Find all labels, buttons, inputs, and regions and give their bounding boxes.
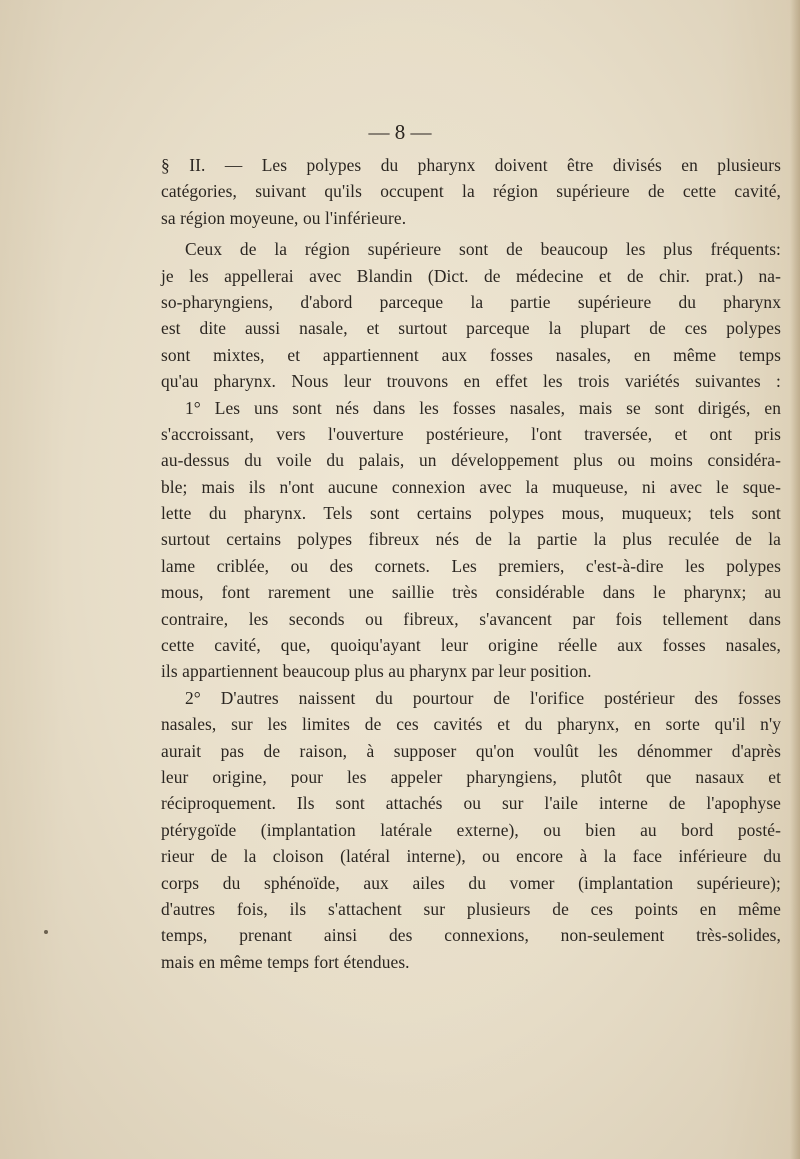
text-line: ptérygoïde (implantation latérale externe), ou bien au bord posté- [161, 819, 781, 840]
text-line: 2° D'autres naissent du pourtour de l'orifice postérieur des fosses [185, 687, 781, 708]
text-line: lame criblée, ou des cornets. Les premiers, c'est-à-dire les polypes [161, 555, 781, 576]
text-line: sont mixtes, et appartiennent aux fosses nasales, en même temps [161, 344, 781, 365]
text-line: Ceux de la région supérieure sont de beaucoup les plus fréquents: [185, 239, 781, 260]
ink-speck [44, 930, 48, 934]
text-line: contraire, les seconds ou fibreux, s'avancent par fois tellement dans [161, 608, 781, 629]
text-line: je les appellerai avec Blandin (Dict. de médecine et de chir. prat.) na- [161, 265, 781, 286]
text-line: qu'au pharynx. Nous leur trouvons en effet les trois variétés suivantes : [161, 371, 781, 392]
text-line: 1° Les uns sont nés dans les fosses nasales, mais se sont dirigés, en [185, 397, 781, 418]
text-line: ils appartiennent beaucoup plus au pharynx par leur position. [161, 661, 592, 682]
text-line: s'accroissant, vers l'ouverture postérieure, l'ont traversée, et ont pris [161, 423, 781, 444]
text-line: lette du pharynx. Tels sont certains polypes mous, muqueux; tels sont [161, 503, 781, 524]
text-line: ble; mais ils n'ont aucune connexion avec la muqueuse, ni avec le sque- [161, 476, 781, 497]
text-line: d'autres fois, ils s'attachent sur plusieurs de ces points en même [161, 898, 781, 919]
text-line: nasales, sur les limites de ces cavités et du pharynx, en sorte qu'il n'y [161, 714, 781, 735]
text-line: sa région moyeune, ou l'inférieure. [161, 207, 407, 228]
text-line: surtout certains polypes fibreux nés de la partie la plus reculée de la [161, 529, 781, 550]
text-line: catégories, suivant qu'ils occupent la région supérieure de cette cavité, [161, 181, 781, 202]
page-number: — 8 — [368, 120, 432, 144]
text-line: rieur de la cloison (latéral interne), ou encore à la face inférieure du [161, 846, 781, 867]
text-line: aurait pas de raison, à supposer qu'on voulût les dénommer d'après [161, 740, 781, 761]
text-line: réciproquement. Ils sont attachés ou sur l'aile interne de l'apophyse [161, 793, 781, 814]
text-line: so-pharyngiens, d'abord parceque la partie supérieure du pharynx [161, 291, 781, 312]
page-edge-shadow [790, 0, 800, 1159]
text-line: cette cavité, que, quoiqu'ayant leur origine réelle aux fosses nasales, [161, 635, 781, 656]
text-line: § II. — Les polypes du pharynx doivent être divisés en plusieurs [161, 155, 781, 175]
text-line: mais en même temps fort étendues. [161, 951, 410, 972]
text-line: temps, prenant ainsi des connexions, non-seulement très-solides, [161, 925, 781, 946]
text-line: est dite aussi nasale, et surtout parceque la plupart de ces polypes [161, 318, 781, 339]
body-text [161, 152, 781, 975]
text-line: leur origine, pour les appeler pharyngiens, plutôt que nasaux et [161, 766, 781, 787]
text-line: mous, font rarement une saillie très considérable dans le pharynx; au [161, 582, 781, 603]
text-line: corps du sphénoïde, aux ailes du vomer (implantation supérieure); [161, 872, 781, 893]
text-line: au-dessus du voile du palais, un développement plus ou moins considéra- [161, 450, 781, 471]
